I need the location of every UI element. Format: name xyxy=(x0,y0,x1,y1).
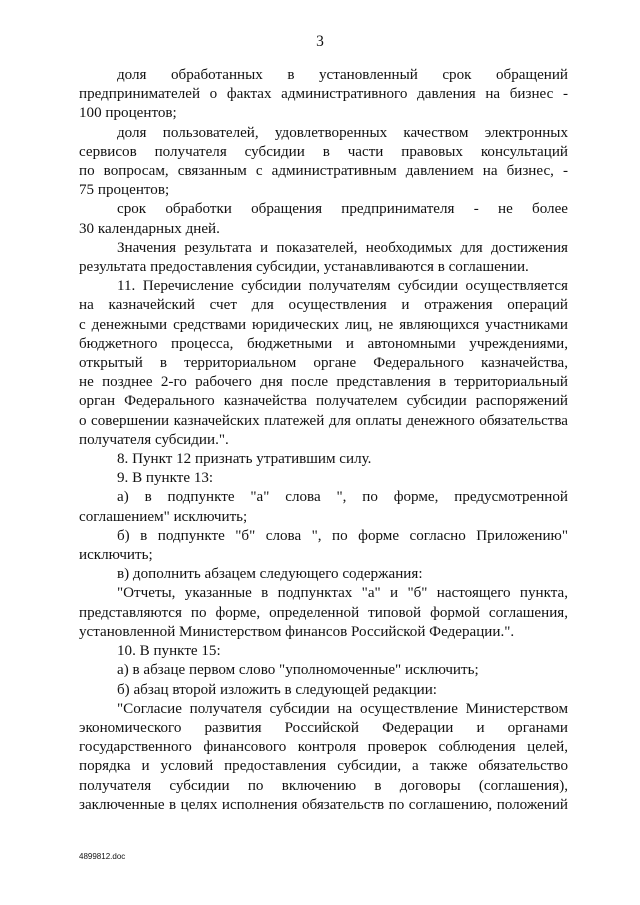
text-line: "Отчеты, указанные в подпунктах "а" и "б" настоящего пункта, xyxy=(117,585,568,602)
text-line: бюджетного процесса, бюджетными и автономными учреждениями, xyxy=(79,335,568,352)
text-line: 10. В пункте 15: xyxy=(117,643,221,660)
page-number: 3 xyxy=(316,33,324,50)
text-line: предпринимателей о фактах административного давления на бизнес - xyxy=(79,86,568,103)
text-line: "Согласие получателя субсидии на осуществление Министерством xyxy=(117,700,568,717)
text-line: исключить; xyxy=(79,547,153,564)
text-line: не позднее 2-го рабочего дня после представления в территориальный xyxy=(79,374,568,391)
text-line: в) дополнить абзацем следующего содержания: xyxy=(117,566,423,583)
document-body xyxy=(79,66,568,815)
text-line: 75 процентов; xyxy=(79,182,170,199)
text-line: государственного финансового контроля проверок соблюдения целей, xyxy=(79,739,568,756)
text-line: а) в абзаце первом слово "уполномоченные" исключить; xyxy=(117,662,479,679)
text-line: б) абзац второй изложить в следующей редакции: xyxy=(117,681,438,698)
text-line: сервисов получателя субсидии в части правовых консультаций xyxy=(79,143,568,160)
text-line: 9. В пункте 13: xyxy=(117,470,214,487)
text-line: Значения результата и показателей, необходимых для достижения xyxy=(117,239,568,256)
text-line: по вопросам, связанным с административным давлением на бизнес, - xyxy=(79,163,568,180)
text-line: на казначейский счет для осуществления и отражения операций xyxy=(79,297,568,314)
text-line: соглашением" исключить; xyxy=(79,508,248,525)
text-line: открытый в территориальном органе Федерального казначейства, xyxy=(79,355,568,372)
text-line: получателя субсидии.". xyxy=(79,431,229,448)
text-line: орган Федерального казначейства получателем субсидии распоряжений xyxy=(79,393,568,410)
text-line: б) в подпункте "б" слова ", по форме согласно Приложению" xyxy=(117,527,568,544)
text-line: экономического развития Российской Федерации и органами xyxy=(79,719,568,736)
text-line: представляются по форме, определенной типовой формой соглашения, xyxy=(79,604,568,621)
text-line: о совершении казначейских платежей для оплаты денежного обязательства xyxy=(79,412,568,429)
text-line: срок обработки обращения предпринимателя - не более xyxy=(117,201,568,218)
text-line: доля пользователей, удовлетворенных качеством электронных xyxy=(117,124,568,141)
text-line: установленной Министерством финансов Российской Федерации.". xyxy=(79,623,515,640)
text-line: 30 календарных дней. xyxy=(79,220,220,237)
text-line: результата предоставления субсидии, устанавливаются в соглашении. xyxy=(79,259,529,276)
text-line: с денежными средствами юридических лиц, не являющихся участниками xyxy=(79,316,568,333)
text-line: а) в подпункте "а" слова ", по форме, предусмотренной xyxy=(117,489,568,506)
text-line: получателя субсидии по включению в договоры (соглашения), xyxy=(79,777,568,794)
file-name-footer: 4899812.doc xyxy=(79,852,126,861)
text-line: 11. Перечисление субсидии получателям субсидии осуществляется xyxy=(117,278,568,295)
text-line: 8. Пункт 12 признать утратившим силу. xyxy=(117,451,372,468)
text-line: заключенные в целях исполнения обязательств по соглашению, положений xyxy=(79,796,568,813)
text-line: порядка и условий предоставления субсидии, а также обязательство xyxy=(79,758,568,775)
text-line: доля обработанных в установленный срок обращений xyxy=(117,67,568,83)
text-line: 100 процентов; xyxy=(79,105,177,122)
